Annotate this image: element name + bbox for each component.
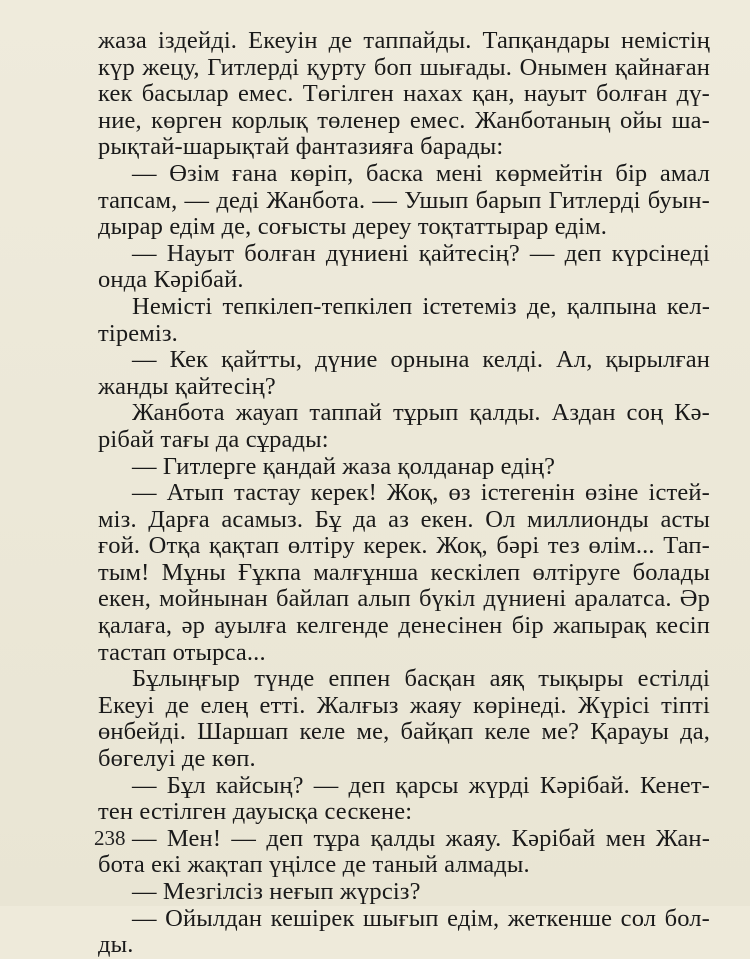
text-line: ды. — [98, 931, 134, 959]
text-line: дырар едім де, соғысты дереу тоқтаттырар едім. — [98, 213, 608, 241]
text-line: тен естілген дауысқа сескене: — [98, 798, 413, 826]
text-line: қалаға, әр ауылға келгенде денесінен бір жапырақ кесіп — [98, 612, 710, 640]
text-line: бота екі жақтап үңілсе де таный алмады. — [98, 851, 530, 879]
text-line: — Кек қайтты, дүние орнына келді. Ал, қырылған — [132, 346, 710, 374]
text-line: рібай тағы да сұрады: — [98, 425, 329, 453]
text-line: — Бұл кайсың? — деп қарсы жүрді Кәрібай. Кенет- — [132, 771, 710, 799]
text-line: екен, мойнынан байлап алып бүкіл дүниені аралатса. Әр — [98, 585, 710, 613]
text-line: жаза іздейді. Екеуін де таппайды. Тапқандары немістің — [98, 27, 710, 54]
text-line: бөгелуі де көп. — [98, 745, 256, 773]
body-text — [98, 28, 710, 959]
text-line: тапсам, — деді Жанбота. — Ушып барып Гитлерді буын- — [98, 186, 710, 214]
text-line: — Өзім ғана көріп, баска мені көрмейтін бір амал — [132, 159, 710, 187]
text-line: — Мен! — деп тұра қалды жаяу. Кәрібай мен Жан- — [132, 824, 710, 852]
text-line: міз. Дарға асамыз. Бұ да аз екен. Ол миллионды асты — [98, 505, 710, 533]
text-line: ние, көрген корлық төленер емес. Жанботаның ойы ша- — [98, 106, 710, 134]
text-line: күр жецу, Гитлерді қурту боп шығады. Онымен қайнаған — [98, 53, 710, 81]
text-line: өнбейді. Шаршап келе ме, байқап келе ме? Қарауы да, — [98, 718, 710, 746]
text-line: Немісті тепкілеп-тепкілеп істетеміз де, қалпына кел- — [132, 292, 710, 320]
text-line: тастап отырса... — [98, 638, 266, 666]
text-line: ғой. Отқа қақтап өлтіру керек. Жоқ, бәрі тез өлім... Тап- — [98, 532, 710, 560]
text-line: кек басылар емес. Төгілген нахах қан, науыт болған дү- — [98, 80, 710, 108]
page-number: 238 — [94, 826, 126, 850]
text-line: — Атып тастау керек! Жоқ, өз істегенін өзіне істей- — [132, 479, 710, 507]
text-line: — Ойылдан кешірек шығып едім, жеткенше сол бол- — [132, 904, 710, 932]
text-line: рықтай-шарықтай фантазияға барады: — [98, 133, 504, 161]
text-line: жанды қайтесің? — [98, 372, 276, 400]
text-line: — Науыт болған дүниені қайтесің? — деп күрсінеді — [132, 239, 710, 267]
text-line: — Мезгілсіз неғып жүрсіз? — [132, 878, 421, 905]
text-line: Бұлыңғыр түнде еппен басқан аяқ тықыры естілді — [132, 665, 710, 693]
text-line: онда Кәрібай. — [98, 266, 244, 294]
text-line: тым! Мұны Ғұкпа малғұнша кескілеп өлтіруге болады — [98, 558, 710, 586]
text-line: — Гитлерге қандай жаза қолданар едің? — [132, 452, 556, 480]
text-line: тіреміз. — [98, 319, 178, 347]
text-line: Жанбота жауап таппай тұрып қалды. Аздан соң Кә- — [132, 399, 710, 427]
text-line: Екеуі де елең етті. Жалғыз жаяу көрінеді. Жүрісі тіпті — [98, 691, 710, 719]
